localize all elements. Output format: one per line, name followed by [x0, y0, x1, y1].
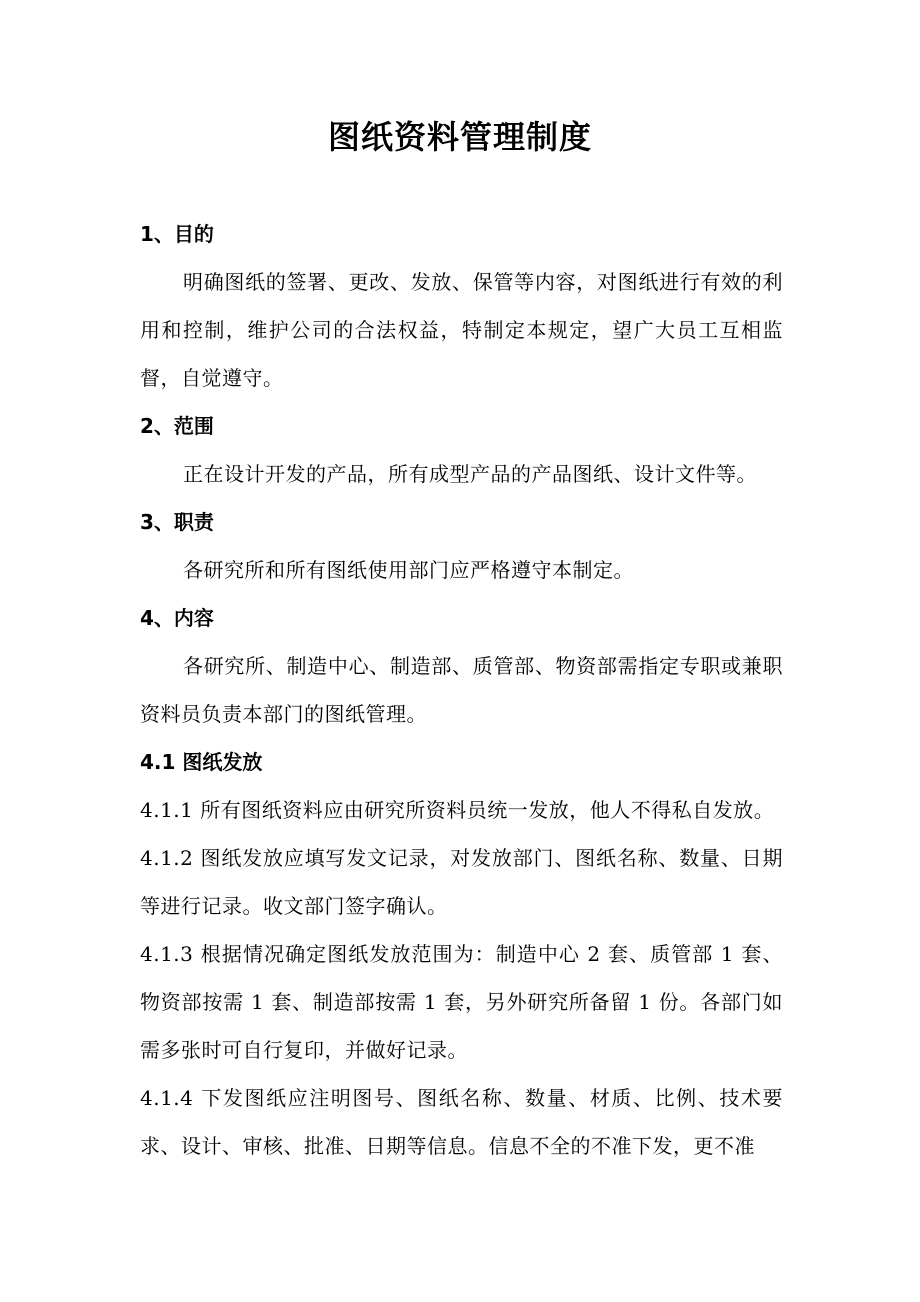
section-2-heading: 2、范围: [140, 414, 214, 438]
section-3-heading: 3、职责: [140, 510, 214, 534]
clause-4-1-1: 4.1.1 所有图纸资料应由研究所资料员统一发放，他人不得私自发放。: [140, 798, 775, 822]
section-3-paragraph: 各研究所和所有图纸使用部门应严格遵守本制定。: [183, 558, 634, 582]
section-1-heading: 1、目的: [140, 222, 214, 246]
page-title: 图纸资料管理制度: [327, 118, 592, 156]
section-1-paragraph: 明确图纸的签署、更改、发放、保管等内容，对图纸进行有效的利用和控制，维护公司的合法权益，特制定本规定，望广大员工互相监督，自觉遵守。: [140, 270, 783, 390]
clause-4-1-4: 4.1.4 下发图纸应注明图号、图纸名称、数量、材质、比例、技术要求、设计、审核、批准、日期等信息。信息不全的不准下发，更不准: [140, 1086, 783, 1158]
clause-4-1-2: 4.1.2 图纸发放应填写发文记录，对发放部门、图纸名称、数量、日期等进行记录。收文部门签字确认。: [140, 846, 783, 918]
section-4-1-heading: 4.1 图纸发放: [140, 750, 263, 774]
section-2-paragraph: 正在设计开发的产品，所有成型产品的产品图纸、设计文件等。: [183, 462, 757, 486]
section-4-paragraph: 各研究所、制造中心、制造部、质管部、物资部需指定专职或兼职资料员负责本部门的图纸管理。: [140, 654, 783, 726]
section-4-heading: 4、内容: [140, 606, 214, 630]
document-body: [140, 210, 783, 1170]
clause-4-1-3: 4.1.3 根据情况确定图纸发放范围为：制造中心 2 套、质管部 1 套、物资部按需 1 套、制造部按需 1 套，另外研究所备留 1 份。各部门如需多张时可自行复印，并做好记录。: [140, 942, 783, 1062]
